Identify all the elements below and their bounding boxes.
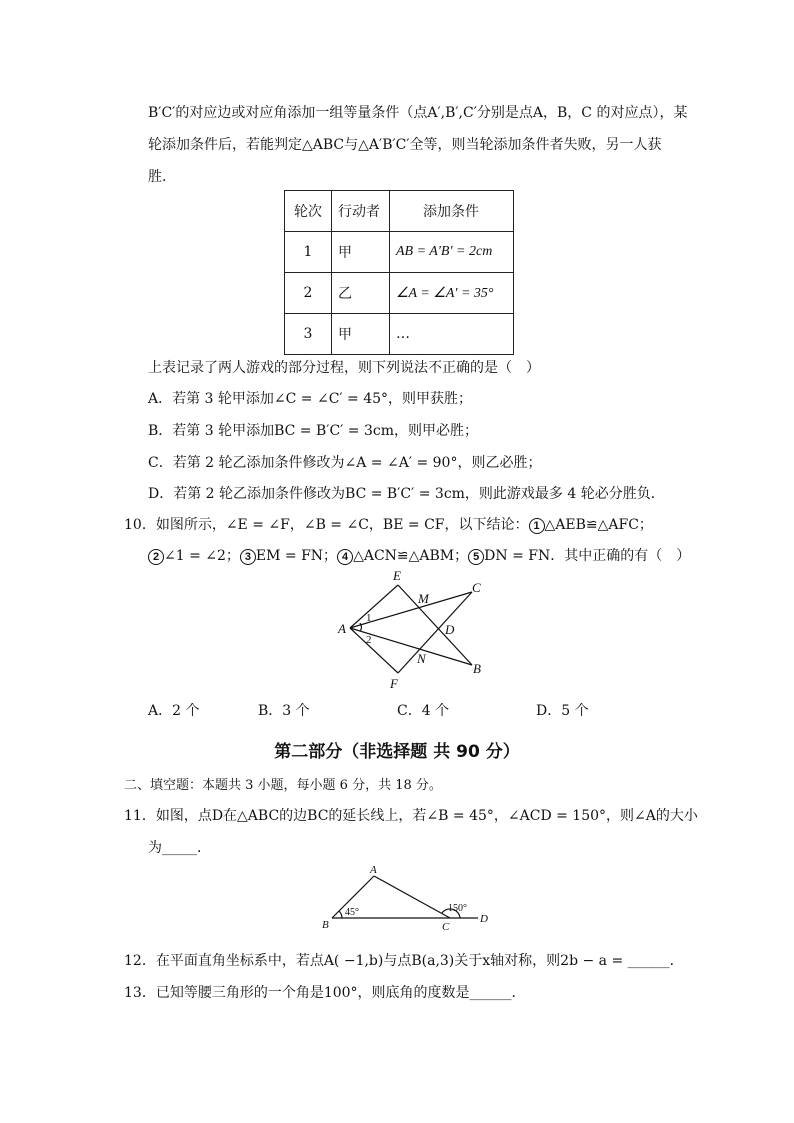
table-header-row	[285, 191, 514, 232]
q10-figure	[330, 565, 500, 695]
conclusion-3: EM = FN；	[255, 548, 338, 564]
conclusion-2: ∠1 = ∠2；	[164, 548, 240, 564]
table-row	[285, 232, 514, 273]
q10-option-b: B．3 个	[258, 703, 310, 719]
q9-option-c: C．若第 2 轮乙添加条件修改为∠A = ∠A′ = 90°，则乙必胜；	[148, 455, 542, 471]
table-cell: 3	[285, 314, 332, 355]
header-condition: 添加条件	[390, 191, 514, 232]
game-record-table	[284, 190, 514, 355]
q11-line-2: 为_____．	[148, 840, 211, 856]
part-two-title: 第二部分（非选择题 共 90 分）	[274, 742, 520, 762]
segment-eb	[398, 585, 472, 665]
header-actor: 行动者	[332, 191, 390, 232]
label-angle-45: 45°	[345, 907, 359, 918]
segment-ac	[374, 876, 450, 918]
table-cell: 甲	[332, 314, 390, 355]
intro-line-1: B′C′的对应边或对应角添加一组等量条件（点A′,B′,C′分别是点A，B，C 的对应点），某	[148, 105, 688, 121]
intro-line-3: 胜．	[148, 169, 176, 185]
header-round: 轮次	[285, 191, 332, 232]
label-c: C	[442, 921, 450, 933]
label-m: M	[418, 591, 429, 606]
q11-line-1: 11．如图，点D在△ABC的边BC的延长线上，若∠B = 45°，∠ACD = 150°，则∠A的大小	[124, 808, 698, 824]
label-d: D	[480, 913, 488, 925]
label-angle-2: 2	[366, 634, 372, 646]
conclusion-1: △AEB≌△AFC；	[544, 517, 653, 533]
table-cell: 2	[285, 273, 332, 314]
circled-number-5: 5	[468, 549, 484, 565]
angle-arc	[360, 623, 362, 631]
label-angle-150: 150°	[448, 903, 467, 914]
label-f: F	[390, 676, 398, 691]
segment-fc	[398, 592, 472, 673]
circled-number-4: 4	[337, 549, 353, 565]
table-cell: …	[390, 314, 514, 355]
table-cell: ∠A = ∠A′ = 35°	[390, 273, 514, 314]
label-b: B	[473, 661, 481, 676]
q10-option-c: C．4 个	[397, 703, 450, 719]
label-d: D	[445, 622, 455, 637]
q10-line-2	[148, 545, 690, 565]
q9-option-a: A．若第 3 轮甲添加∠C = ∠C′ = 45°，则甲获胜；	[148, 391, 473, 407]
conclusion-4: △ACN≌△ABM；	[353, 548, 469, 564]
label-e: E	[393, 568, 401, 583]
intro-line-2: 轮添加条件后，若能判定△ABC与△A′B′C′全等，则当轮添加条件者失败，另一人获	[148, 137, 662, 153]
q9-option-b: B．若第 3 轮甲添加BC = B′C′ = 3cm，则甲必胜；	[148, 423, 478, 439]
table-cell: AB = A′B′ = 2cm	[390, 232, 514, 273]
q10-option-d: D．5 个	[536, 703, 589, 719]
table-cell: 甲	[332, 232, 390, 273]
label-a: A	[370, 864, 377, 876]
q10-line-1	[124, 514, 653, 534]
q13: 13．已知等腰三角形的一个角是100°，则底角的度数是______．	[124, 985, 526, 1001]
q12: 12．在平面直角坐标系中，若点A( −1,b)与点B(a,3)关于x轴对称，则2b − a = ______．	[124, 953, 684, 969]
label-b: B	[322, 919, 329, 931]
conclusion-5: DN = FN．其中正确的有（ ）	[484, 548, 691, 564]
q10-option-a: A．2 个	[148, 703, 200, 719]
label-n: N	[417, 651, 426, 666]
segment-ae	[350, 585, 398, 628]
circled-number-1: 1	[529, 518, 545, 534]
table-cell: 乙	[332, 273, 390, 314]
angle-b-arc	[339, 911, 342, 918]
circled-number-3: 3	[240, 549, 256, 565]
section-two-heading: 二、填空题：本题共 3 小题，每小题 6 分，共 18 分。	[124, 778, 442, 793]
label-c: C	[472, 580, 481, 595]
q9-option-d: D．若第 2 轮乙添加条件修改为BC = B′C′ = 3cm，则此游戏最多 4 轮必分胜负．	[148, 486, 665, 502]
table-cell: 1	[285, 232, 332, 273]
label-a: A	[338, 621, 346, 636]
table-row	[285, 273, 514, 314]
label-angle-1: 1	[366, 612, 372, 624]
q10-stem: 10．如图所示，∠E = ∠F，∠B = ∠C，BE = CF，以下结论：	[124, 517, 529, 533]
circled-number-2: 2	[148, 549, 164, 565]
q11-figure	[318, 862, 498, 934]
q9-stem: 上表记录了两人游戏的部分过程，则下列说法不正确的是（ ）	[148, 360, 540, 376]
table-row	[285, 314, 514, 355]
